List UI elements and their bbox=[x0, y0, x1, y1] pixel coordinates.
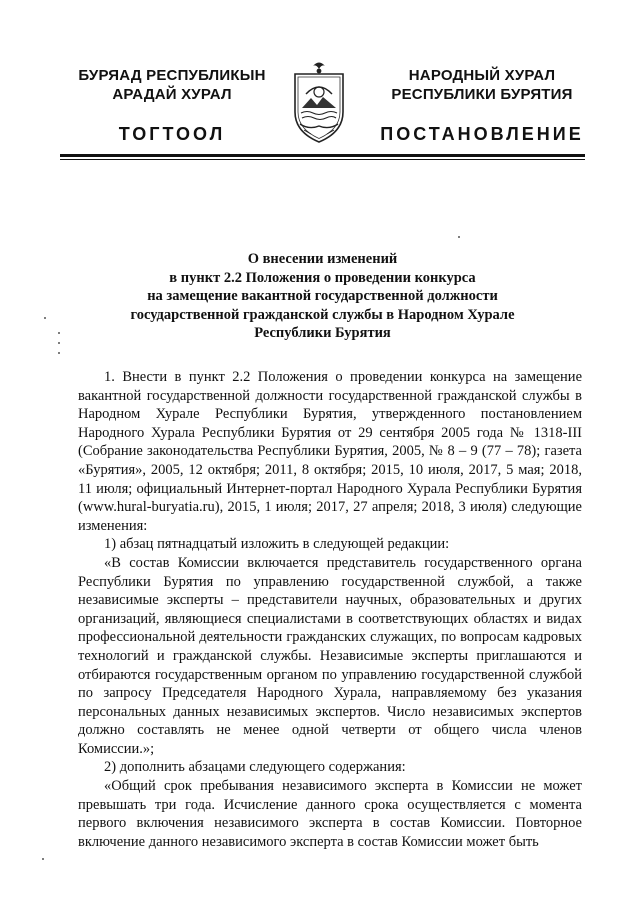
resolution-title bbox=[60, 250, 585, 343]
title-line: О внесении изменений bbox=[247, 251, 398, 267]
body-paragraph: «В состав Комиссии включается представитель государственного органа Республики Бурятия по управлению государственной службой, а также независимые эксперты – представители научных, образовательных и других организаций, являющиеся специалистами в соответствующих областях и видах профессиональной деятельности гражданских служащих, по вопросам кадровых технологий и гражданской службы. Независимые эксперты приглашаются и отбираются государственным органом по управлению государственной службой по запросу Председателя Народного Хурала, направляемому без указания персональных данных независимых экспертов. Число независимых экспертов должно составлять не менее одной четверти от общего числа членов Комиссии.»; bbox=[78, 554, 582, 757]
header-right-line2: РЕСПУБЛИКИ БУРЯТИЯ bbox=[391, 86, 573, 103]
document-header bbox=[0, 0, 639, 170]
header-left-doc-type: ТОГТООЛ bbox=[118, 124, 226, 144]
coat-of-arms-buryatia-icon bbox=[289, 60, 349, 144]
header-left-block bbox=[62, 66, 282, 145]
header-right-doc-type: ПОСТАНОВЛЕНИЕ bbox=[380, 124, 584, 144]
title-line: государственной гражданской службы в Народном Хурале bbox=[130, 306, 515, 323]
header-divider-thin bbox=[60, 159, 585, 160]
header-right-line1: НАРОДНЫЙ ХУРАЛ bbox=[408, 67, 556, 84]
title-line: Республики Бурятия bbox=[254, 325, 391, 341]
header-divider-thick bbox=[60, 154, 585, 157]
body-paragraph: 1. Внести в пункт 2.2 Положения о проведении конкурса на замещение вакантной государственной должности государственной гражданской службы в Народном Хурале Республики Бурятия, утвержденного постановлением Народного Хурала Республики Бурятия от 29 сентября 2005 года № 1318-III (Собрание законодательства Республики Бурятия, 2005, № 8 – 9 (77 – 78); газета «Бурятия», 2005, 12 октября; 2011, 8 октября; 2015, 10 июля, 2017, 5 мая; 2018, 11 июля; официальный Интернет-портал Народного Хурала Республики Бурятия (www.hural-buryatia.ru), 2015, 1 июля; 2017, 27 апреля; 2018, 3 июля) следующие изменения: bbox=[78, 369, 582, 534]
header-left-line2: АРАДАЙ ХУРАЛ bbox=[112, 86, 232, 103]
header-left-line1: БУРЯАД РЕСПУБЛИКЫН bbox=[78, 67, 266, 84]
body-paragraph: 2) дополнить абзацами следующего содержания: bbox=[104, 759, 406, 776]
body-paragraph: 1) абзац пятнадцатый изложить в следующей редакции: bbox=[104, 536, 450, 553]
title-line: в пункт 2.2 Положения о проведении конкурса bbox=[169, 269, 476, 286]
body-paragraph: «Общий срок пребывания независимого эксперта в Комиссии не может превышать три года. Исчисление данного срока осуществляется с момента первого включения независимого эксперта в состав Комиссии. Повторное включение данного независимого эксперта в состав Комиссии может быть bbox=[78, 778, 582, 850]
resolution-body bbox=[78, 368, 582, 851]
title-line: на замещение вакантной государственной должности bbox=[147, 288, 498, 304]
header-right-block bbox=[372, 66, 592, 145]
